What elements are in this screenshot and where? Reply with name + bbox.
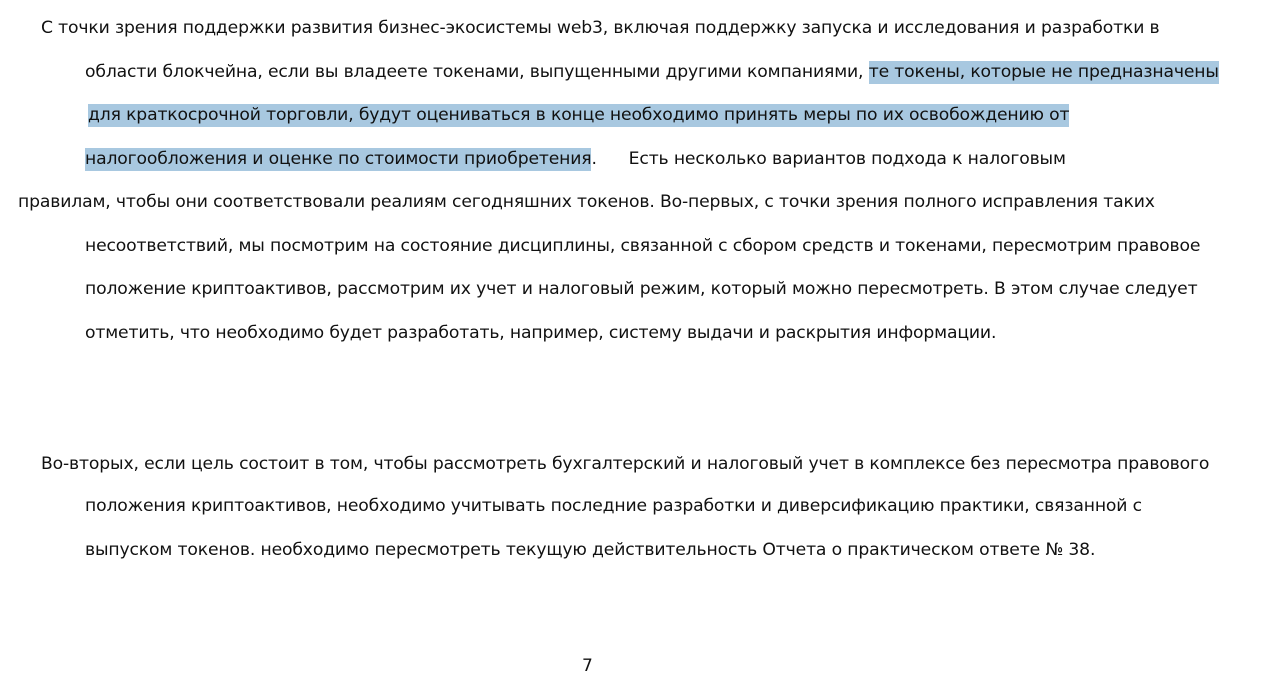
selected-text[interactable]: налогообложения и оценке по стоимости приобретения <box>85 149 592 169</box>
text-run: . Есть несколько вариантов подхода к налоговым <box>591 149 1066 169</box>
paragraph-1-line-7: положение криптоактивов, рассмотрим их учет и налоговый режим, который можно пересмотреть. В этом случае следует <box>85 279 1198 299</box>
selected-text[interactable]: те токены, которые не предназначены <box>868 62 1219 82</box>
paragraph-1-line-1: С точки зрения поддержки развития бизнес-экосистемы web3, включая поддержку запуска и исследования и разработки в <box>41 18 1160 38</box>
paragraph-1-line-2 <box>85 60 1219 84</box>
paragraph-1-line-4 <box>85 147 1066 171</box>
paragraph-1-line-3 <box>88 103 1069 127</box>
paragraph-2-line-1: Во-вторых, если цель состоит в том, чтобы рассмотреть бухгалтерский и налоговый учет в комплексе без пересмотра правового <box>41 454 1210 474</box>
paragraph-2-line-2: положения криптоактивов, необходимо учитывать последние разработки и диверсификацию практики, связанной с <box>85 496 1142 516</box>
paragraph-1-line-8: отметить, что необходимо будет разработать, например, систему выдачи и раскрытия информации. <box>85 323 997 343</box>
paragraph-1-line-5: правилам, чтобы они соответствовали реалиям сегодняшних токенов. Во-первых, с точки зрения полного исправления таких <box>18 192 1155 212</box>
text-run: области блокчейна, если вы владеете токенами, выпущенными другими компаниями, <box>85 62 864 82</box>
paragraph-2-line-3: выпуском токенов. необходимо пересмотреть текущую действительность Отчета о практическом ответе № 38. <box>85 540 1096 560</box>
paragraph-1-line-6: несоответствий, мы посмотрим на состояние дисциплины, связанной с сбором средств и токенами, пересмотрим правовое <box>85 236 1201 256</box>
selected-text[interactable]: для краткосрочной торговли, будут оцениваться в конце необходимо принять меры по их освобождению от <box>88 105 1070 125</box>
page-number: 7 <box>582 656 593 676</box>
